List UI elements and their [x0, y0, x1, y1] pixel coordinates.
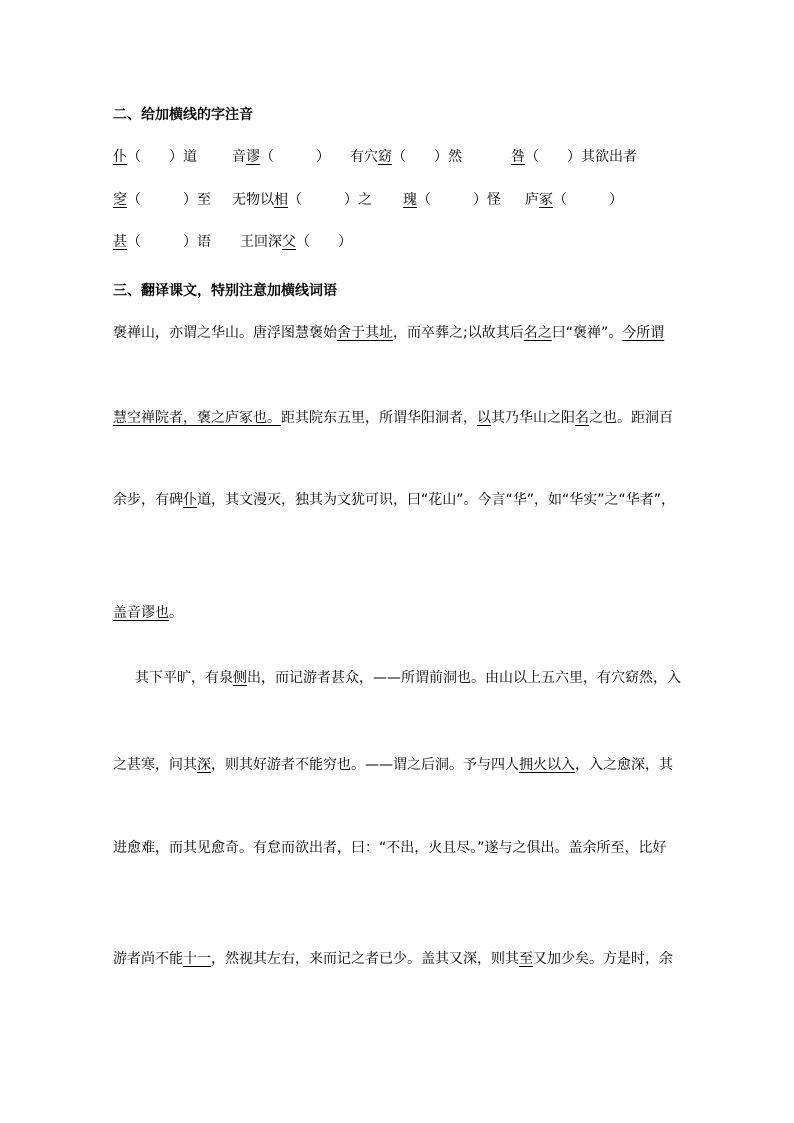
passage-line [113, 948, 673, 968]
underlined-char: 冢 [539, 192, 553, 208]
passage-text: 。 [169, 605, 183, 621]
passage-line [113, 754, 673, 774]
passage-text: 其乃华山之阳 [491, 410, 575, 426]
passage-text: 余步，有碑 [113, 492, 183, 508]
underlined-phrase: 慧空禅院者，褒之庐冢也。 [113, 410, 281, 426]
passage-text: ，入之愈深，其 [575, 757, 673, 773]
phonetic-item: 音谬（ ） [232, 149, 330, 165]
underlined-char: 瑰 [403, 192, 417, 208]
underlined-phrase: 十一 [183, 951, 211, 967]
underlined-phrase: 名 [575, 410, 589, 426]
passage-text: 之甚寒，问其 [113, 757, 197, 773]
passage-text: ，然视其左右，来而记之者已少。盖其又深，则其 [211, 951, 519, 967]
underlined-phrase: 舍于其址 [337, 325, 393, 341]
phonetic-item: 甚（ ）语 [113, 234, 211, 250]
passage-line [113, 407, 673, 427]
passage-line [113, 839, 688, 858]
underlined-phrase: 至 [519, 951, 533, 967]
underlined-phrase: 今所谓 [622, 325, 665, 341]
passage-text: 进愈难，而其见愈奇。有怠而欲出者，曰：“不出，火且尽。”遂与之俱出。盖余所至，比好 [113, 840, 667, 856]
section3-title: 三、翻译课文，特别注意加横线词语 [113, 283, 337, 299]
phonetic-item: 庐冢（ ） [525, 192, 623, 208]
underlined-char: 窆 [113, 192, 127, 208]
phonetic-item: 无物以相（ ）之 [232, 192, 372, 208]
underlined-char: 窈 [378, 149, 392, 165]
underlined-phrase: 侧 [233, 670, 247, 686]
underlined-char: 甚 [113, 234, 127, 250]
underlined-char: 咎 [511, 149, 525, 165]
passage-text: ，则其好游者不能穷也。——谓之后洞。予与四人 [211, 757, 519, 773]
phonetic-item: 仆（ ）道 [113, 149, 197, 165]
underlined-phrase: 盖音谬也 [113, 605, 169, 621]
passage-text: 游者尚不能 [113, 951, 183, 967]
passage-line [135, 667, 681, 687]
passage-text: 褒禅山，亦谓之华山。唐浮图慧褒始 [113, 325, 337, 341]
passage-text: ，而卒葬之;以故其后 [393, 325, 524, 341]
passage-text: 距其院东五里，所谓华阳洞者， [281, 410, 477, 426]
passage-text: 道，其文漫灭，独其为文犹可识，曰“花山”。今言“华”，如“华实”之“华者”， [197, 492, 676, 508]
underlined-phrase: 深 [197, 757, 211, 773]
passage-text: 曰“褒禅”。 [551, 325, 623, 341]
passage-text: 其下平旷，有泉 [135, 670, 233, 686]
underlined-char: 谬 [246, 149, 260, 165]
underlined-phrase: 仆 [183, 492, 197, 508]
phonetic-item: 瑰（ ）怪 [403, 192, 501, 208]
passage-line [113, 322, 664, 342]
underlined-char: 相 [274, 192, 288, 208]
phonetic-item: 窆（ ）至 [113, 192, 211, 208]
passage-line [113, 602, 183, 622]
section2-title: 二、给加横线的字注音 [113, 107, 253, 123]
underlined-phrase: 以 [477, 410, 491, 426]
phonetic-item: 王回深父（ ） [240, 234, 352, 250]
passage-text: 又加少矣。方是时，余 [533, 951, 673, 967]
underlined-char: 仆 [113, 149, 127, 165]
underlined-phrase: 名之 [523, 325, 552, 341]
phonetic-item: 咎（ ）其欲出者 [511, 149, 637, 165]
passage-text: 之也。距洞百 [589, 410, 673, 426]
underlined-char: 父 [282, 234, 296, 250]
underlined-phrase: 拥火以入 [519, 757, 575, 773]
phonetic-item: 有穴窈（ ）然 [350, 149, 462, 165]
passage-text: 出，而记游者甚众，——所谓前洞也。由山以上五六里，有穴窈然，入 [247, 670, 681, 686]
passage-line [113, 491, 688, 510]
